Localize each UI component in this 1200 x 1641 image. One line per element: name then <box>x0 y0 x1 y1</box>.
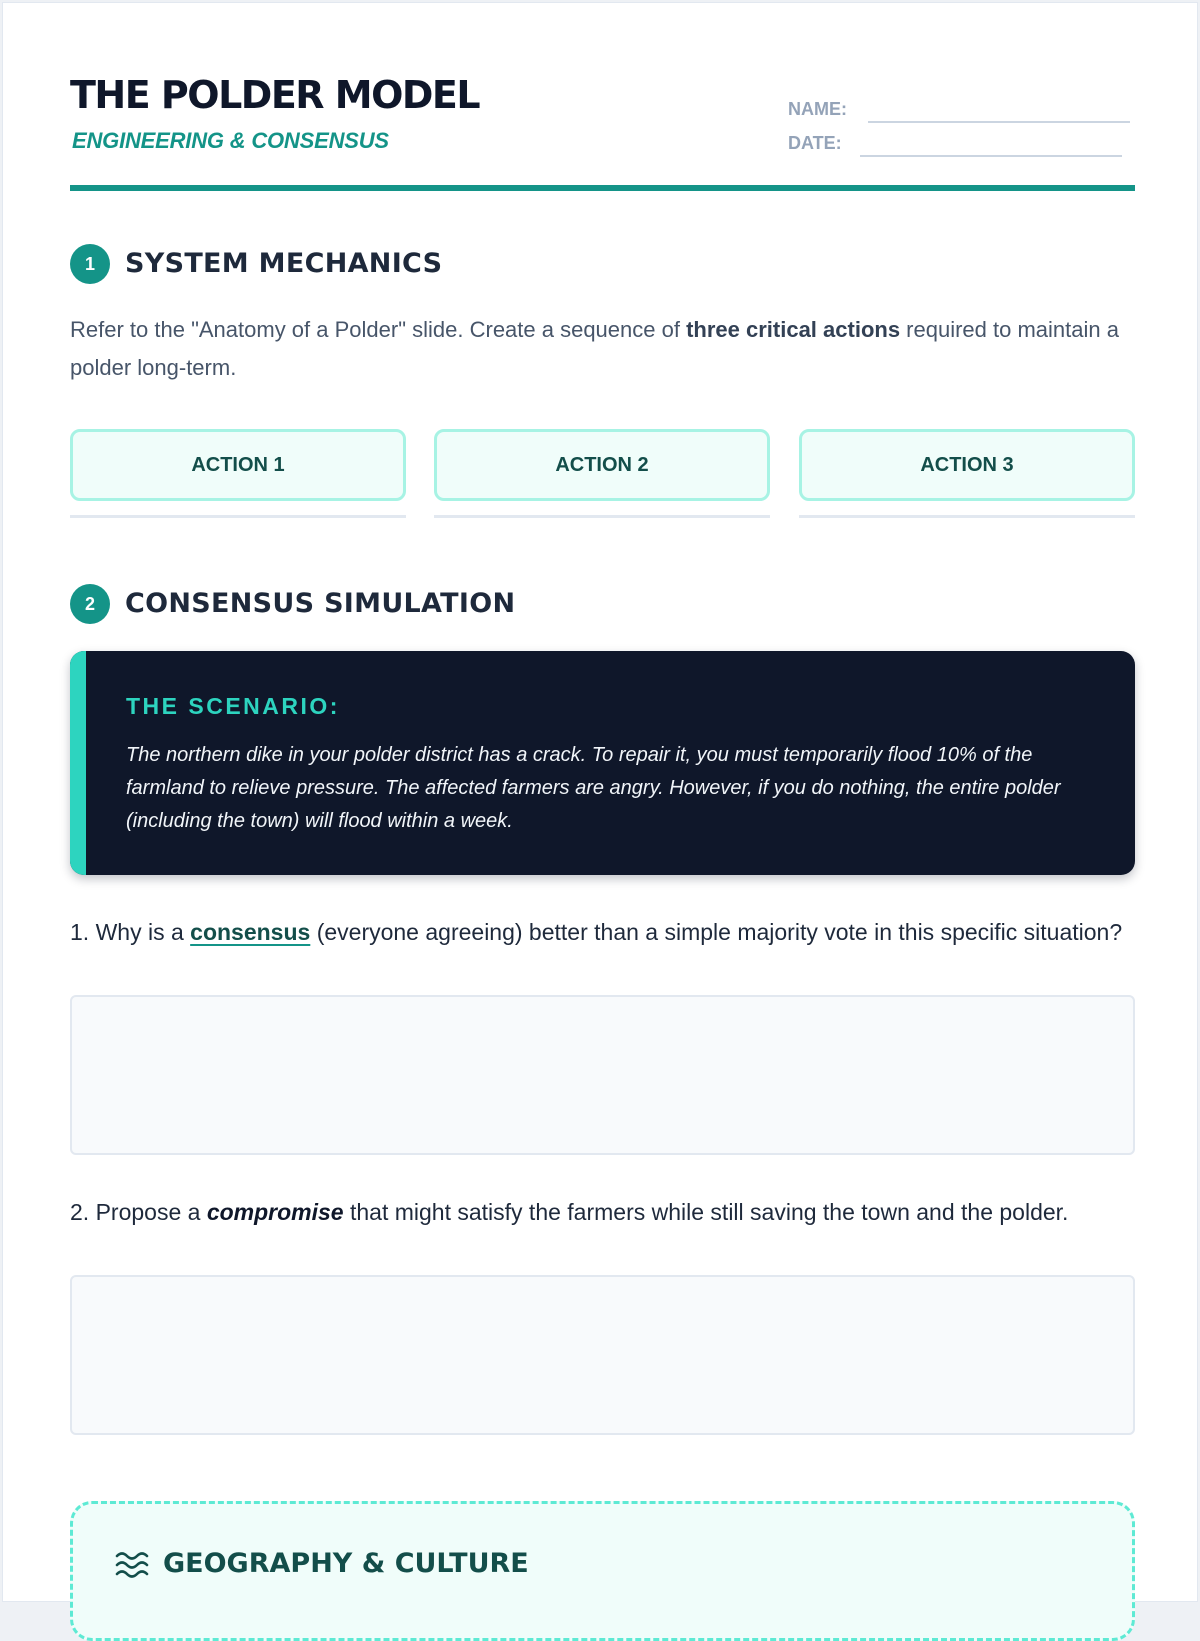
header-divider <box>70 185 1135 191</box>
instructions-text-end: required to maintain a polder long-term. <box>70 317 1119 380</box>
worksheet-page <box>2 2 1198 1602</box>
section-consensus-simulation-heading <box>70 583 770 625</box>
date-input-line[interactable] <box>860 155 1122 157</box>
water-waves-icon <box>115 1550 149 1580</box>
name-field[interactable] <box>788 95 1138 125</box>
question-2-term: compromise <box>206 1199 344 1225</box>
worksheet-header <box>70 73 1135 193</box>
action-label-3: ACTION 3 <box>799 429 1135 501</box>
answer-box-2[interactable] <box>70 1275 1135 1435</box>
question-1-text-end: (everyone agreeing) better than a simple majority vote in this specific situation? <box>310 919 1123 945</box>
action-label-2: ACTION 2 <box>434 429 770 501</box>
section-instructions <box>70 311 1135 387</box>
question-1 <box>70 915 1135 949</box>
instructions-text: Refer to the "Anatomy of a Polder" slide. Create a sequence of <box>70 317 687 342</box>
section-number-badge: 1 <box>70 244 110 284</box>
page-title: THE POLDER MODEL <box>70 73 480 117</box>
action-label-1: ACTION 1 <box>70 429 406 501</box>
date-field[interactable] <box>788 129 1138 159</box>
question-2 <box>70 1195 1135 1229</box>
answer-box-1[interactable] <box>70 995 1135 1155</box>
scenario-text: The northern dike in your polder district has a crack. To repair it, you must temporarily flood 10% of the farmland to relieve pressure. The affected farmers are angry. However, if you do nothing, the entire polder (including the town) will flood within a week. <box>126 744 1061 832</box>
date-label: DATE: <box>788 133 842 153</box>
section-title: CONSENSUS SIMULATION <box>125 588 516 619</box>
section-title: SYSTEM MECHANICS <box>125 248 443 279</box>
action-slot-2[interactable] <box>434 429 770 519</box>
scenario-accent-bar <box>70 651 86 875</box>
action-answer-line-1[interactable] <box>70 515 406 518</box>
name-input-line[interactable] <box>868 121 1130 123</box>
action-answer-line-2[interactable] <box>434 515 770 518</box>
action-answer-line-3[interactable] <box>799 515 1135 518</box>
action-slot-1[interactable] <box>70 429 406 519</box>
question-1-text: 1. Why is a <box>70 919 191 945</box>
page-subtitle: ENGINEERING & CONSENSUS <box>72 128 389 153</box>
instructions-emphasis: three critical actions <box>686 317 901 342</box>
section-system-mechanics-heading <box>70 243 770 285</box>
scenario-label: THE SCENARIO: <box>126 693 340 719</box>
geography-culture-title: GEOGRAPHY & CULTURE <box>163 1548 529 1579</box>
question-2-text: 2. Propose a <box>70 1199 207 1225</box>
name-label: NAME: <box>788 99 847 119</box>
section-number-badge: 2 <box>70 584 110 624</box>
scenario-panel <box>70 651 1135 875</box>
geography-culture-panel <box>70 1501 1135 1641</box>
action-slot-3[interactable] <box>799 429 1135 519</box>
question-2-text-end: that might satisfy the farmers while still saving the town and the polder. <box>343 1199 1069 1225</box>
question-1-term: consensus <box>190 919 311 945</box>
